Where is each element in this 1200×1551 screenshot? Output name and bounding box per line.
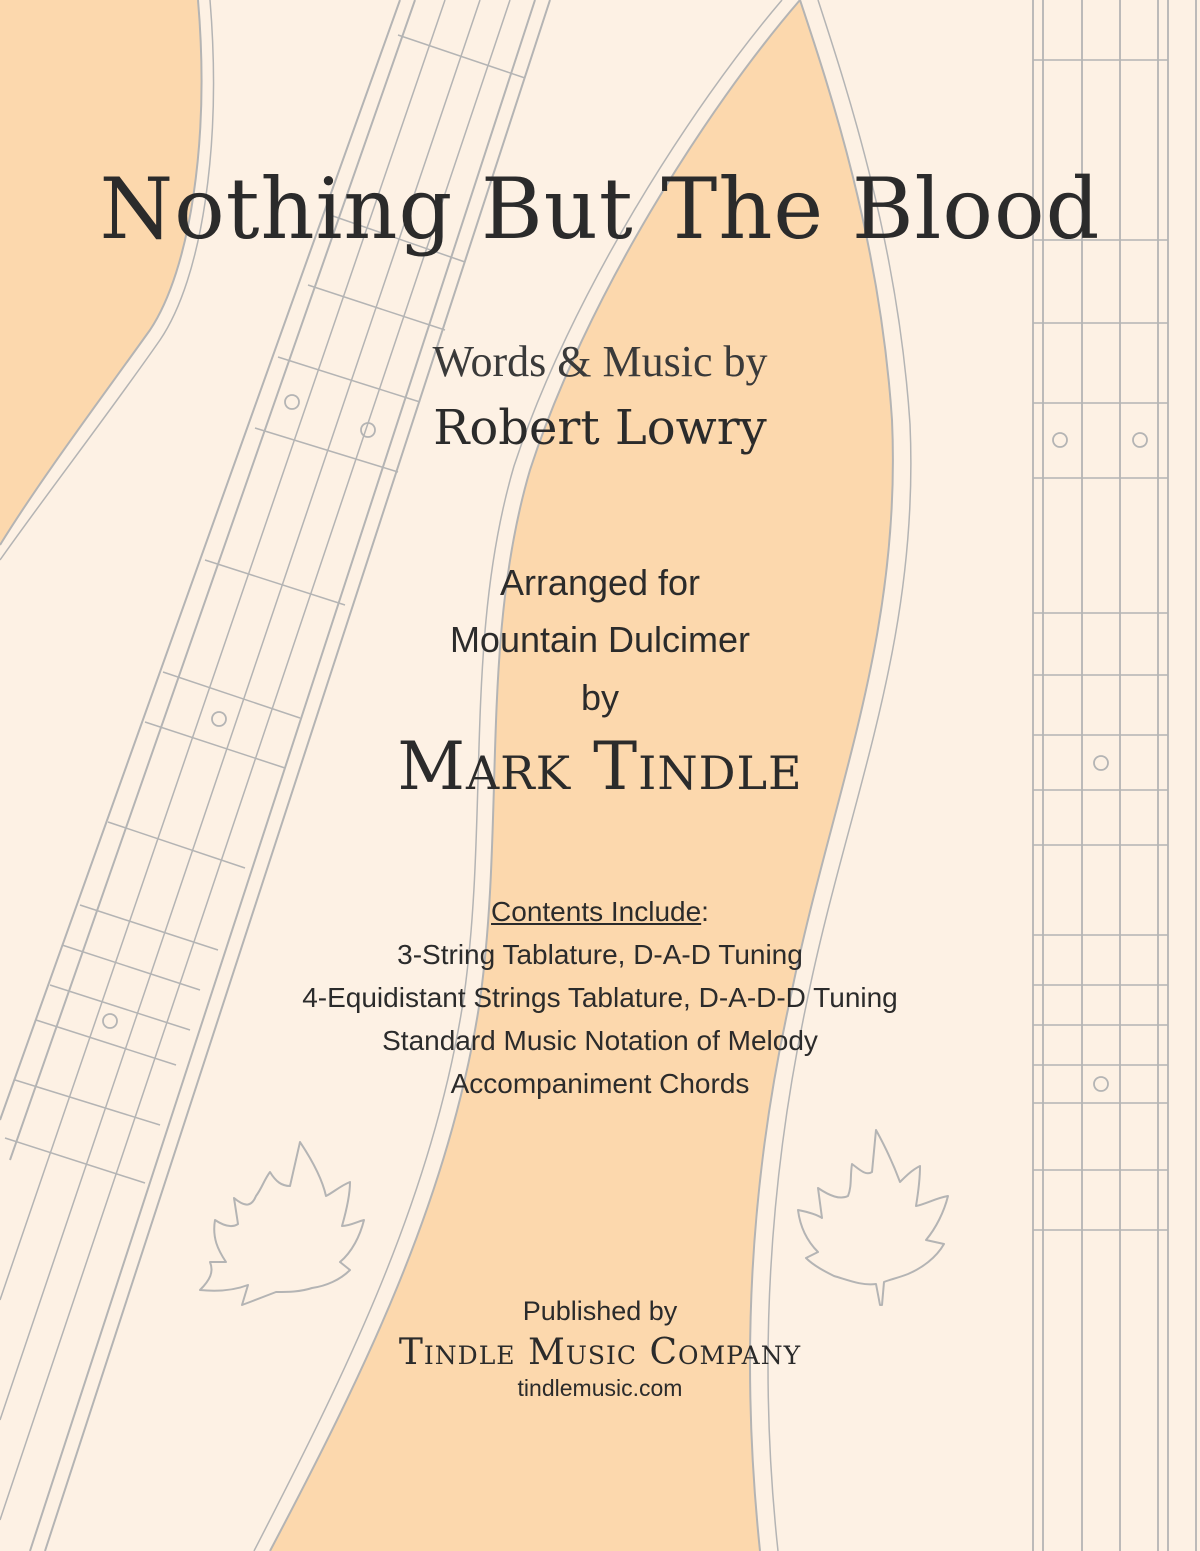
publisher-website: tindlemusic.com [517,1375,683,1401]
instrument-label: Mountain Dulcimer [449,619,751,660]
contents-item: 4-Equidistant Strings Tablature, D-A-D-D Tuning [302,982,898,1013]
arranged-for-label: Arranged for [499,562,701,603]
composer-name: Robert Lowry [433,400,767,456]
contents-item: Accompaniment Chords [450,1068,750,1099]
arranger-name: Mark Tindle [397,728,803,805]
contents-list [0,890,1200,1105]
by-label: by [580,677,620,718]
contents-item: Standard Music Notation of Melody [382,1025,818,1056]
publisher-name: Tindle Music Company [398,1332,802,1373]
words-music-label: Words & Music by [432,337,768,386]
contents-heading: Contents Include: [491,896,709,927]
contents-item: 3-String Tablature, D-A-D Tuning [397,939,803,970]
published-by-label: Published by [522,1296,678,1326]
book-title: Nothing But The Blood [99,160,1101,258]
